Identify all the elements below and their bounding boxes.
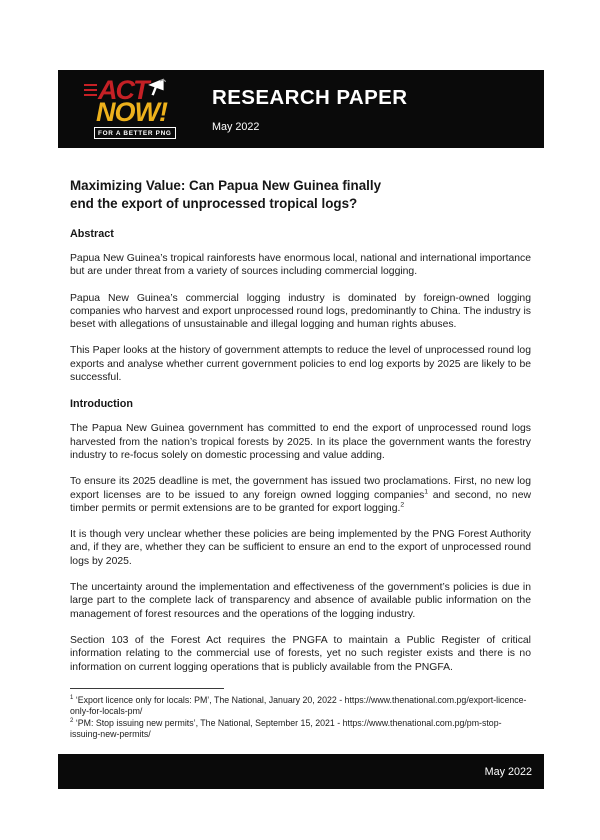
footnotes-section: [70, 688, 531, 741]
act-now-logo: [84, 75, 188, 139]
document-body: [70, 177, 531, 687]
document-title-line2: end the export of unprocessed tropical logs?: [70, 196, 358, 211]
introduction-paragraph-4: The uncertainty around the implementation and effectiveness of the government’s policies is due in large part to the complete lack of transparency and absence of available public information on the management of forest resources and the operations of the logging industry.: [70, 582, 531, 620]
header-text-block: [212, 86, 407, 133]
introduction-paragraph-5: Section 103 of the Forest Act requires the PNGFA to maintain a Public Register of critical information relating to the commercial use of forests, yet no such register exists and there is no information on current logging operations that is publicly available from the PNGFA.: [70, 634, 531, 673]
footnote-separator: [70, 688, 224, 689]
research-paper-heading: RESEARCH PAPER: [212, 85, 408, 109]
footnote-ref-1: 1: [424, 488, 429, 496]
footer-bar: [58, 754, 544, 789]
footnote-text-2: ‘PM: Stop issuing new permits’, The National, September 15, 2021 - https://www.thenational.com.pg/pm-stop-issuing-new-permits/: [70, 717, 502, 740]
document-title-line1: Maximizing Value: Can Papua New Guinea finally: [70, 178, 382, 193]
introduction-paragraph-3: It is though very unclear whether these policies are being implemented by the PNG Forest Authority and, if they are, whether they can be sufficient to ensure an end to the export of unprocessed round logs by 2025.: [70, 529, 531, 567]
header-date: May 2022: [212, 120, 260, 133]
abstract-heading: Abstract: [70, 228, 114, 240]
logo-word-now: NOW!: [96, 97, 167, 127]
introduction-paragraph-2: [70, 475, 531, 515]
abstract-paragraph-3: This Paper looks at the history of government attempts to reduce the level of unprocessed round log exports and analyse whether current government policies to end log exports by 2025 are likely to be successful.: [70, 345, 531, 384]
logo-act-row: [84, 75, 148, 105]
paragraph-text: and second, no new timber permits or permit extensions are to be granted for export logging.: [70, 489, 531, 514]
footnote-marker-2: 2: [70, 717, 74, 724]
paragraph-text: To ensure its 2025 deadline is met, the government has issued two proclamations. First, no new log export licenses are to be issued to any foreign owned logging companies: [70, 476, 531, 501]
speed-lines-decoration: [84, 84, 97, 97]
logo-word-act: ACT: [98, 75, 148, 105]
cursor-icon: [144, 77, 166, 97]
abstract-paragraph-2: Papua New Guinea’s commercial logging industry is dominated by foreign-owned logging companies who harvest and export unprocessed round logs, predominantly to China. The industry is beset with allegations of unsustainable and illegal logging and human rights abuses.: [70, 292, 531, 331]
abstract-paragraph-1: Papua New Guinea’s tropical rainforests have enormous local, national and international importance but are under threat from a variety of sources including commercial logging.: [70, 253, 531, 278]
introduction-paragraph-1: The Papua New Guinea government has committed to end the export of unprocessed round logs harvested from the nation’s tropical forests by 2025. In its place the government wants the forestry industry to re-focus solely on domestic processing and value adding.: [70, 423, 531, 461]
footnote-1: [70, 695, 531, 718]
header-bar: [58, 70, 544, 148]
footnote-marker-1: 1: [70, 695, 74, 702]
logo-tagline: FOR A BETTER PNG: [94, 127, 176, 139]
footer-date: May 2022: [484, 765, 532, 778]
introduction-heading: Introduction: [70, 398, 133, 411]
footnote-2: [70, 718, 531, 741]
footnote-text-1: ‘Export licence only for locals: PM’, The National, January 20, 2022 - https://www.thenational.com.pg/export-licence-only-for-locals-pm/: [70, 695, 527, 717]
footnote-ref-2: 2: [400, 501, 405, 509]
document-title: [70, 177, 531, 213]
